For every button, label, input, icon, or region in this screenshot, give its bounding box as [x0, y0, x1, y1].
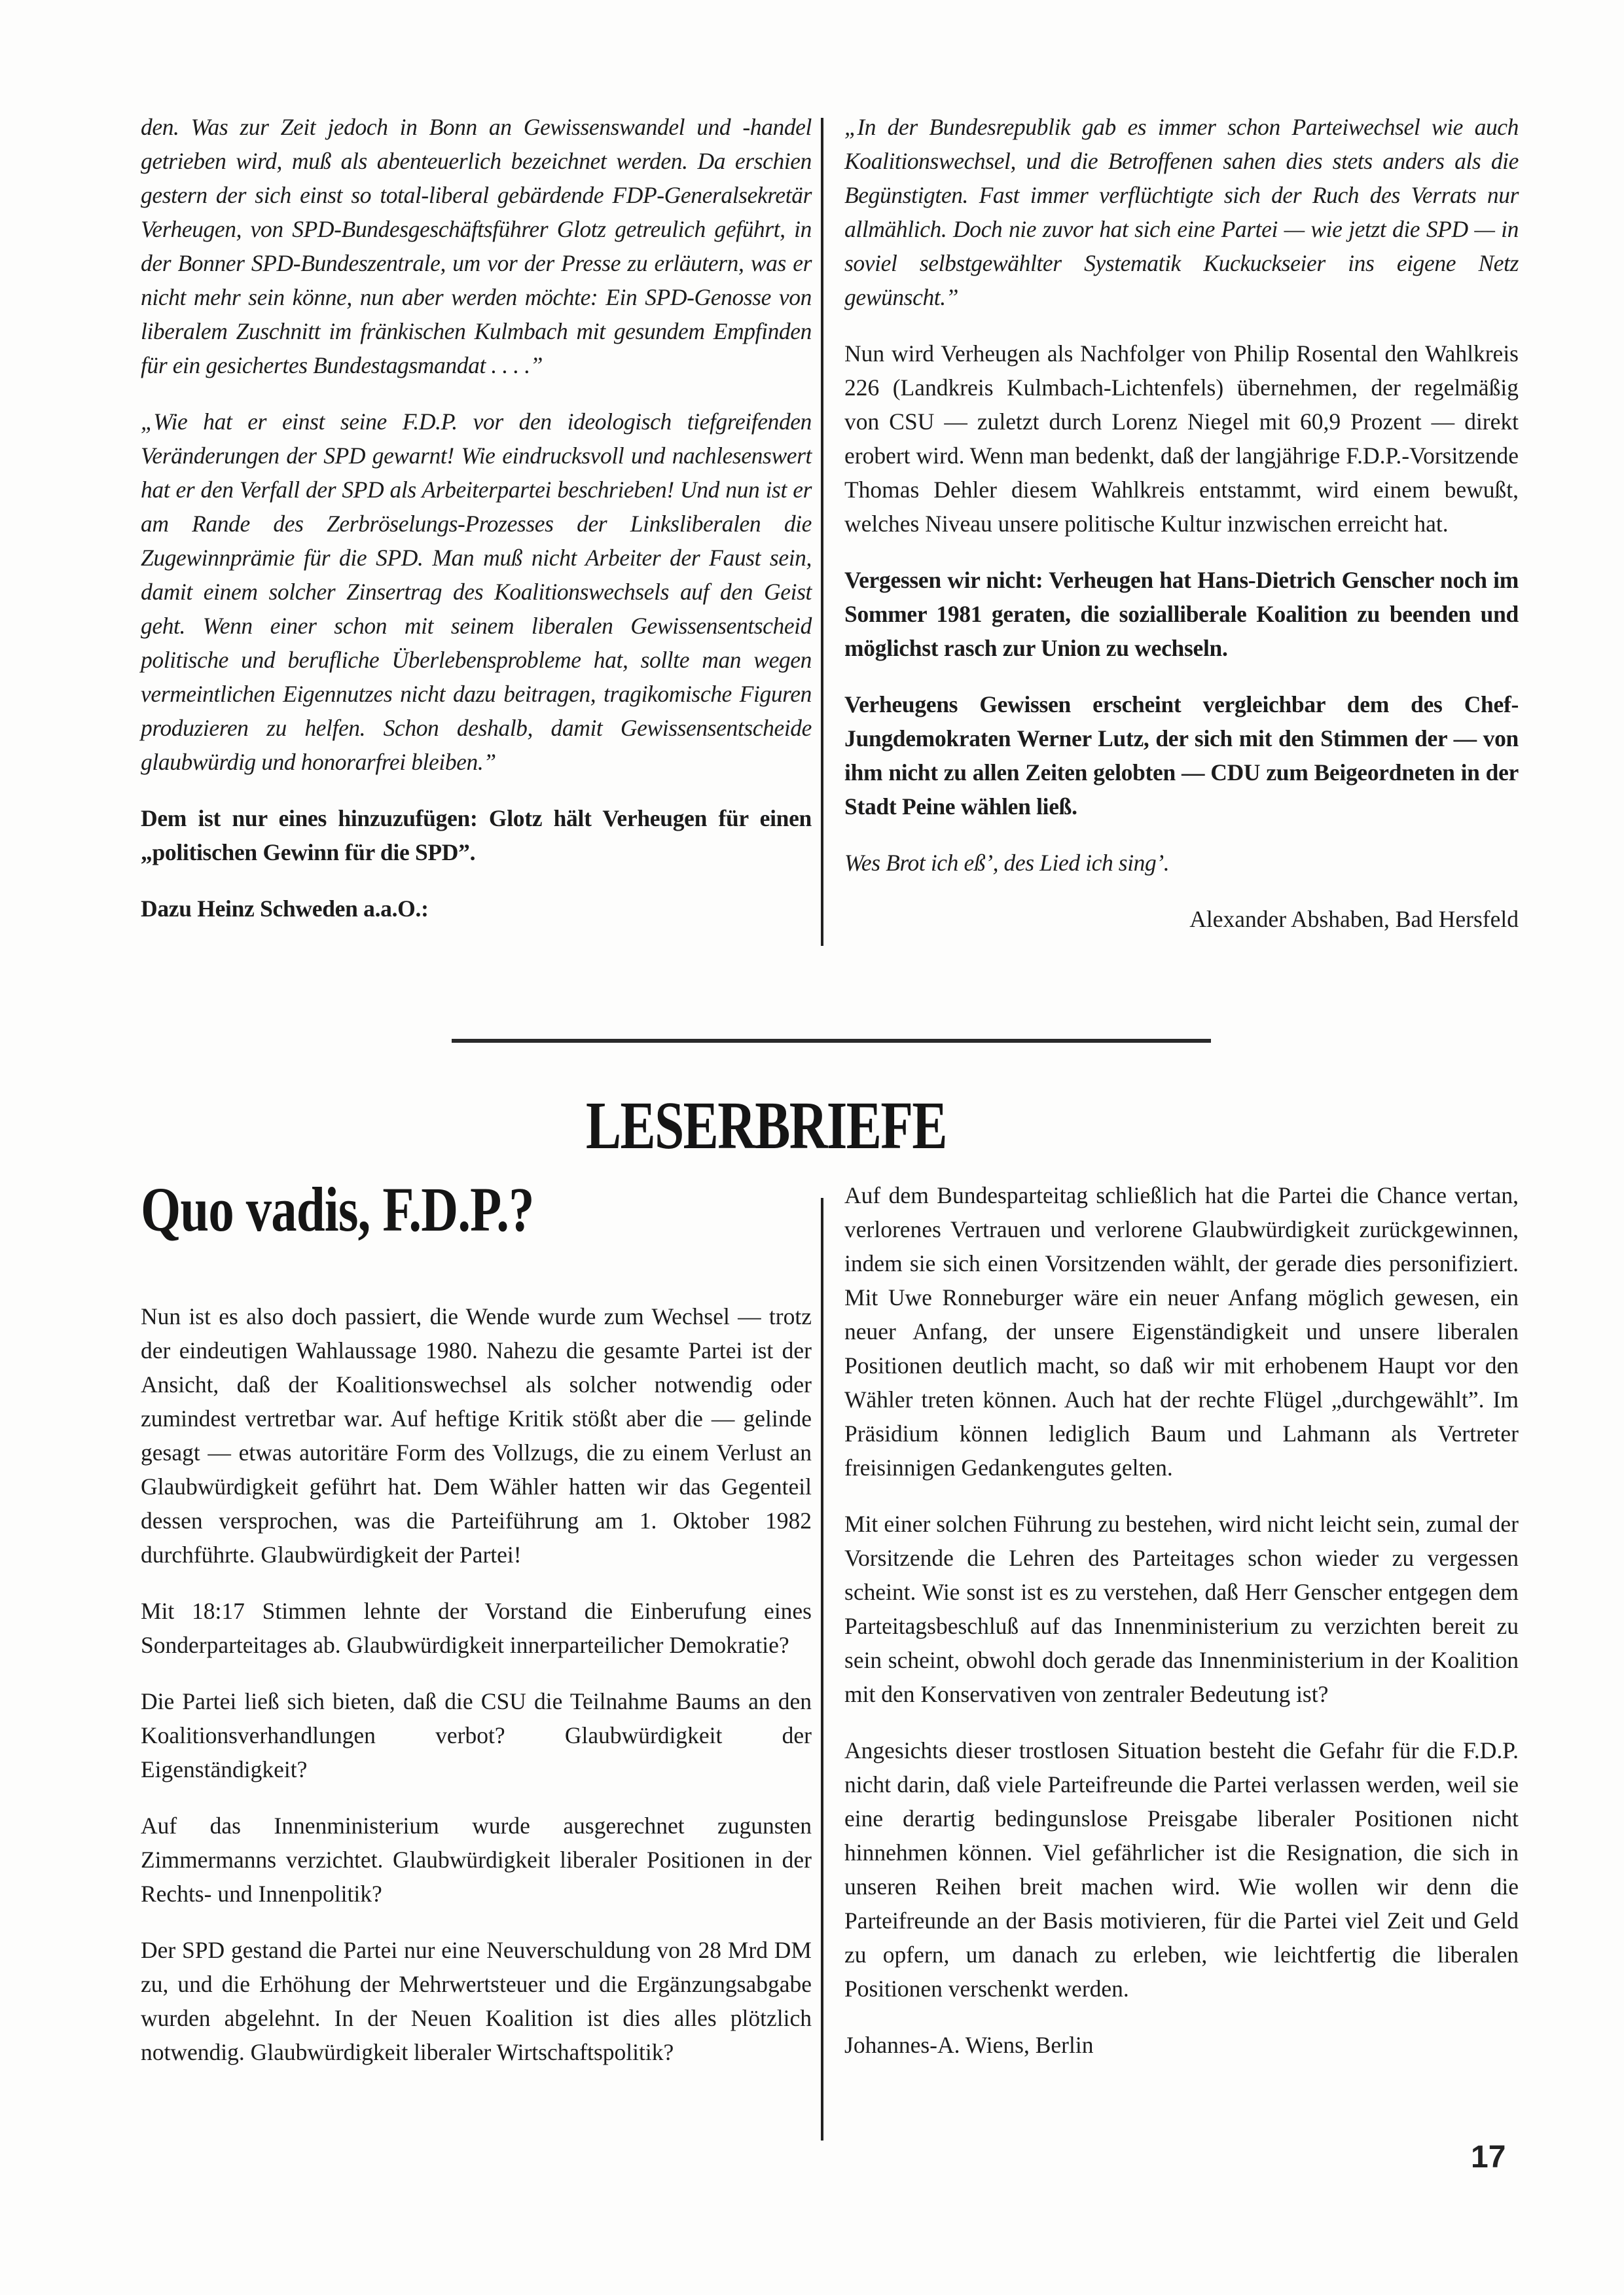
column-divider-upper: [821, 118, 823, 946]
body-paragraph: Die Partei ließ sich bieten, daß die CSU die Teilnahme Baums an den Koalitionsverhandlungen verbot? Glaubwürdigkeit der Eigenständigkeit?: [141, 1688, 812, 1782]
letter-right-column: [844, 1178, 1519, 2084]
body-paragraph: Nun wird Verheugen als Nachfolger von Philip Rosental den Wahlkreis 226 (Landkreis Kulmbach-Lichtenfels) übernehmen, der regelmäßig von CSU — zuletzt durch Lorenz Niegel mit 60,9 Prozent — direkt erobert wird. Wenn man bedenkt, daß der langjährige F.D.P.-Vorsitzende Thomas Dehler diesem Wahlkreis entstammt, wird einem bewußt, welches Niveau unsere politische Kultur inzwischen erreicht hat.: [844, 340, 1519, 537]
bold-paragraph: Dem ist nur eines hinzuzufügen: Glotz hält Verheugen für einen „politischen Gewinn für die SPD”.: [141, 805, 812, 865]
section-separator-rule: [452, 1039, 1211, 1043]
body-paragraph: Der SPD gestand die Partei nur eine Neuverschuldung von 28 Mrd DM zu, und die Erhöhung der Mehrwertsteuer und die Ergänzungsabgabe wurden abgelehnt. In der Neuen Koalition ist dies alles plötzlich notwendig. Glaubwürdigkeit liberaler Wirtschaftspolitik?: [141, 1937, 812, 2065]
upper-right-column: [844, 110, 1519, 958]
page-number: 17: [1471, 2140, 1506, 2175]
body-paragraph: Auf dem Bundesparteitag schließlich hat die Partei die Chance vertan, verlorenes Vertrauen und verlorene Glaubwürdigkeit zurückgewinnen, indem sie sich einen Vorsitzenden wählt, der gerade dies personifiziert. Mit Uwe Ronneburger wäre ein neuer Anfang möglich gewesen, ein neuer Anfang, der unsere Eigenständigkeit und unsere liberalen Positionen deutlich macht, so daß wir mit erhobenem Haupt vor den Wähler treten können. Auch hat der rechte Flügel „durchgewählt”. Im Präsidium können lediglich Baum und Lahmann als Vertreter freisinnigen Gedankengutes gelten.: [844, 1182, 1519, 1481]
body-paragraph: Auf das Innenministerium wurde ausgerechnet zugunsten Zimmermanns verzichtet. Glaubwürdigkeit liberaler Positionen in der Rechts- und Innenpolitik?: [141, 1813, 812, 1907]
proverb-line: Wes Brot ich eß’, des Lied ich sing’.: [844, 850, 1170, 876]
signature: Johannes-A. Wiens, Berlin: [844, 2032, 1094, 2058]
body-paragraph: Mit einer solchen Führung zu bestehen, wird nicht leicht sein, zumal der Vorsitzende die Lehren des Parteitages schon wieder zu vergessen scheint. Wie sonst ist es zu verstehen, daß Herr Genscher entgegen dem Parteitagsbeschluß auf das Innenministerium zu verzichten bereit zu sein scheint, obwohl doch gerade das Innenministerium in der Koalition mit den Konservativen von zentraler Bedeutung ist?: [844, 1511, 1519, 1707]
signature: Alexander Abshaben, Bad Hersfeld: [1189, 906, 1519, 932]
bold-paragraph: Dazu Heinz Schweden a.a.O.:: [141, 895, 429, 922]
letter-left-column: [141, 1299, 812, 2091]
bold-paragraph: Vergessen wir nicht: Verheugen hat Hans-Dietrich Genscher noch im Sommer 1981 geraten, die sozialliberale Koalition zu beenden und möglichst rasch zur Union zu wechseln.: [844, 567, 1519, 661]
letter-title: Quo vadis, F.D.P.?: [141, 1174, 534, 1244]
quote-paragraph: „Wie hat er einst seine F.D.P. vor den ideologisch tiefgreifenden Veränderungen der SPD gewarnt! Wie eindrucksvoll und nachlesenswert hat er den Verfall der SPD als Arbeiterpartei beschrieben! Und nun ist er am Rande des Zerbröselungs-Prozesses der Linksliberalen die Zugewinnprämie für die SPD. Man muß nicht Arbeiter der Faust sein, damit einem solcher Zinsertrag des Koalitionswechsels auf den Geist geht. Wenn einer schon mit seinem liberalen Gewissensentscheid politische und berufliche Überlebensprobleme hat, sollte man wegen vermeintlichen Eigennutzes nicht dazu beitragen, tragikomische Figuren produzieren zu helfen. Schon deshalb, damit Gewissensentscheide glaubwürdig und honorarfrei bleiben.”: [141, 408, 812, 775]
body-paragraph: Mit 18:17 Stimmen lehnte der Vorstand die Einberufung eines Sonderparteitages ab. Glaubwürdigkeit innerparteilicher Demokratie?: [141, 1598, 812, 1658]
column-divider-lower: [821, 1198, 823, 2141]
bold-paragraph: Verheugens Gewissen erscheint vergleichbar dem des Chef-Jungdemokraten Werner Lutz, der sich mit den Stimmen der — von ihm nicht zu allen Zeiten gelobten — CDU zum Beigeordneten in der Stadt Peine wählen ließ.: [844, 691, 1519, 820]
upper-left-column: [141, 110, 812, 948]
body-paragraph: Nun ist es also doch passiert, die Wende wurde zum Wechsel — trotz der eindeutigen Wahlaussage 1980. Nahezu die gesamte Partei ist der Ansicht, daß der Koalitionswechsel als solcher notwendig oder zumindest vertretbar war. Auf heftige Kritik stößt aber die — gelinde gesagt — etwas autoritäre Form des Vollzugs, die zu einem Verlust an Glaubwürdigkeit geführt hat. Dem Wähler hatten wir das Gegenteil dessen versprochen, was die Parteiführung am 1. Oktober 1982 durchführte. Glaubwürdigkeit der Partei!: [141, 1303, 812, 1568]
quote-paragraph: den. Was zur Zeit jedoch in Bonn an Gewissenswandel und -handel getrieben wird, muß als abenteuerlich bezeichnet werden. Da erschien gestern der sich einst so total-liberal gebärdende FDP-Generalsekretär Verheugen, von SPD-Bundesgeschäftsführer Glotz getreulich geführt, in der Bonner SPD-Bundeszentrale, um vor der Presse zu erläutern, was er nicht mehr sein könne, nun aber werden möchte: Ein SPD-Genosse von liberalem Zuschnitt im fränkischen Kulmbach mit gesundem Empfinden für ein gesichertes Bundestagsmandat . . . .”: [141, 114, 812, 378]
quote-paragraph: „In der Bundesrepublik gab es immer schon Parteiwechsel wie auch Koalitionswechsel, und die Betroffenen sahen dies stets anders als die Begünstigten. Fast immer verflüchtigte sich der Ruch des Verrats nur allmählich. Doch nie zuvor hat sich eine Partei — wie jetzt die SPD — in soviel selbstgewählter Systematik Kuckuckseier ins eigene Netz gewünscht.”: [844, 114, 1519, 310]
body-paragraph: Angesichts dieser trostlosen Situation besteht die Gefahr für die F.D.P. nicht darin, daß viele Parteifreunde die Partei verlassen werden, weil sie eine derartig bedingunslose Preisgabe liberaler Positionen nicht hinnehmen können. Viel gefährlicher ist die Resignation, die sich in unseren Reihen breit machen wird. Wie wollen wir denn die Parteifreunde an der Basis motivieren, für die Partei viel Zeit und Geld zu opfern, um danach zu erleben, wie leichtfertig die liberalen Positionen verschenkt werden.: [844, 1737, 1519, 2002]
section-title: LESERBRIEFE: [586, 1088, 947, 1163]
